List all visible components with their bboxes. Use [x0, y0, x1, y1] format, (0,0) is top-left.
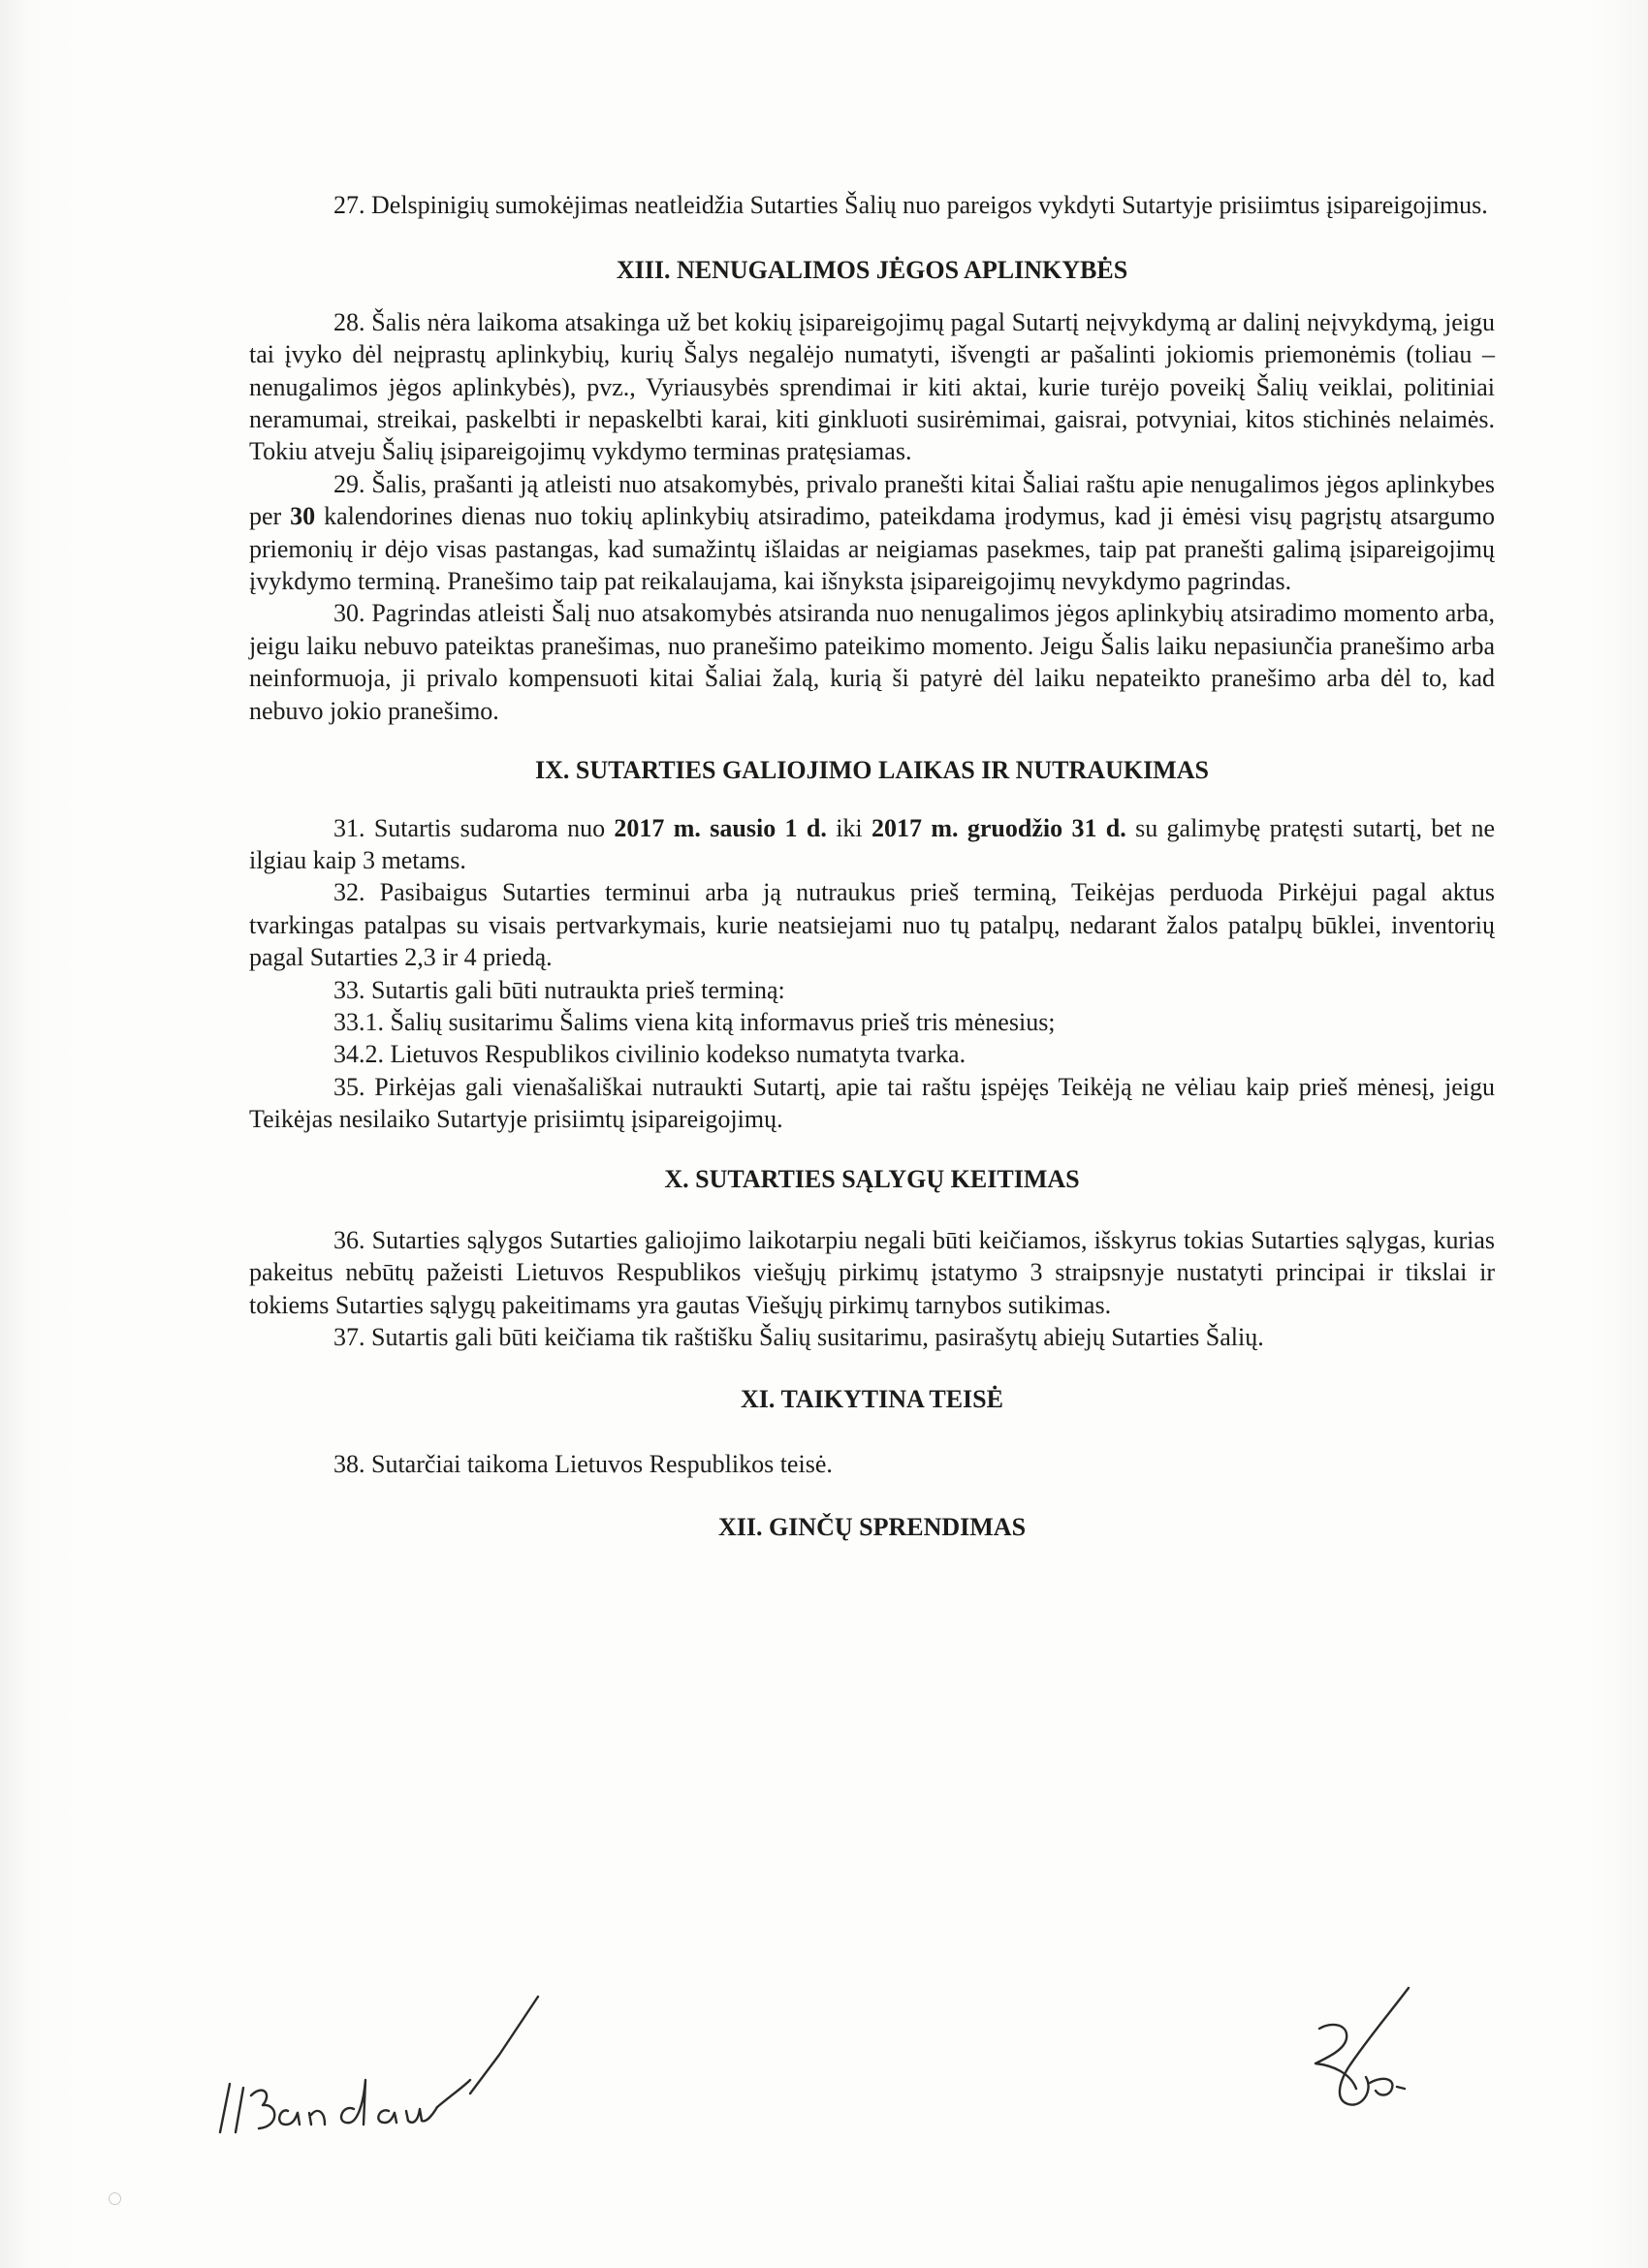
- paragraph-33: 33. Sutartis gali būti nutraukta prieš terminą:: [333, 975, 785, 1004]
- paragraph-30: 30. Pagrindas atleisti Šalį nuo atsakomybės atsiranda nuo nenugalimos jėgos aplinkybių atsiradimo momento arba, jeigu laiku nebuvo pateiktas pranešimas, nuo pranešimo pateikimo momento. Jeigu Šalis laiku nepasiunčia pranešimo arba neinformuoja, ji privalo kompensuoti kitai Šaliai žalą, kurią ši patyrė dėl laiku nepateikto pranešimo arba dėl to, kad nebuvo jokio pranešimo.: [249, 599, 1495, 725]
- section-heading-xiii: XIII. NENUGALIMOS JĖGOS APLINKYBĖS: [616, 256, 1128, 285]
- paragraph-29-days: 30: [290, 502, 316, 531]
- section-heading-x: X. SUTARTIES SĄLYGŲ KEITIMAS: [664, 1164, 1080, 1193]
- paragraph-37: 37. Sutartis gali būti keičiama tik raštišku Šalių susitarimu, pasirašytų abiejų Sutarties Šalių.: [333, 1323, 1264, 1352]
- section-heading-xi: XI. TAIKYTINA TEISĖ: [741, 1384, 1003, 1413]
- paragraph-31-text-a: 31. Sutartis sudaroma nuo: [333, 813, 615, 842]
- section-heading-ix: IX. SUTARTIES GALIOJIMO LAIKAS IR NUTRAUKIMAS: [535, 756, 1209, 785]
- page-mark: [109, 2192, 121, 2205]
- paragraph-27: 27. Delspinigių sumokėjimas neatleidžia Sutarties Šalių nuo pareigos vykdyti Sutartyje prisiimtus įsipareigojimus.: [333, 191, 1488, 219]
- paragraph-31-text-b: su galimybę pratęsti sutartį, bet ne ilgiau kaip 3 metams.: [249, 813, 1496, 874]
- paragraph-31-end-date: 2017 m. gruodžio 31 d.: [872, 813, 1126, 842]
- paragraph-31-text-mid: iki: [826, 813, 872, 842]
- paragraph-29-text-a: 29. Šalis, prašanti ją atleisti nuo atsakomybės, privalo pranešti kitai Šaliai raštu apie nenugalimos jėgos aplinkybes per: [249, 469, 1495, 531]
- paragraph-38: 38. Sutarčiai taikoma Lietuvos Respublikos teisė.: [333, 1450, 833, 1478]
- paragraph-33-1: 33.1. Šalių susitarimu Šalims viena kitą informavus prieš tris mėnesius;: [333, 1007, 1056, 1036]
- paragraph-29-text-b: kalendorines dienas nuo tokių aplinkybių atsiradimo, pateikdama įrodymus, kad ji ėmėsi visų pagrįstų atsargumo priemonių ir dėjo visas pastangas, kad sumažintų išlaidas ar neigiamas pasekmes, taip pat pranešti galimą įsipareigojimų įvykdymo terminą. Pranešimo taip pat reikalaujama, kai išnyksta įsipareigojimų nevykdymo pagrindas.: [249, 502, 1495, 596]
- paragraph-35: 35. Pirkėjas gali vienašališkai nutraukti Sutartį, apie tai raštu įspėjęs Teikėją ne vėliau kaip prieš mėnesį, jeigu Teikėjas nesilaiko Sutartyje prisiimtų įsipareigojimų.: [249, 1072, 1495, 1134]
- paragraph-28: 28. Šalis nėra laikoma atsakinga už bet kokių įsipareigojimų pagal Sutartį neįvykdymą ar dalinį neįvykdymą, jeigu tai įvyko dėl neįprastų aplinkybių, kurių Šalys negalėjo numatyti, išvengti ar pašalinti jokiomis priemonėmis (toliau – nenugalimos jėgos aplinkybės), pvz., Vyriausybės sprendimai ir kiti aktai, kurie turėjo poveikį Šalių veiklai, politiniai neramumai, streikai, paskelbti ir nepaskelbti karai, kiti ginkluoti susirėmimai, gaisrai, potvyniai, kitos stichinės nelaimės. Tokiu atveju Šalių įsipareigojimų vykdymo terminas pratęsiamas.: [249, 307, 1495, 466]
- paragraph-31-start-date: 2017 m. sausio 1 d.: [614, 813, 827, 842]
- paragraph-34-2: 34.2. Lietuvos Respublikos civilinio kodekso numatyta tvarka.: [333, 1040, 967, 1069]
- paragraph-31: [249, 812, 1495, 877]
- document-body: [249, 189, 1495, 1544]
- paragraph-32: 32. Pasibaigus Sutarties terminui arba ją nutraukus prieš terminą, Teikėjas perduoda Pirkėjui pagal aktus tvarkingas patalpas su visais pertvarkymais, kurie neatsiejami nuo tų patalpų, nedarant žalos patalpų būklei, inventorių pagal Sutarties 2,3 ir 4 priedą.: [249, 878, 1495, 972]
- section-heading-xii: XII. GINČŲ SPRENDIMAS: [717, 1513, 1027, 1542]
- paragraph-36: 36. Sutarties sąlygos Sutarties galiojimo laikotarpiu negali būti keičiamos, išskyrus tokias Sutarties sąlygas, kurias pakeitus nebūtų pažeisti Lietuvos Respublikos viešųjų pirkimų įstatymo 3 straipsnyje nustatyti principai ir tikslai ir tokiems Sutarties sąlygų pakeitimams yra gautas Viešųjų pirkimų tarnybos sutikimas.: [249, 1225, 1495, 1319]
- paragraph-29: [249, 468, 1495, 598]
- handwritten-signature-left: [208, 1987, 557, 2190]
- handwritten-signature-right: [1294, 1982, 1440, 2127]
